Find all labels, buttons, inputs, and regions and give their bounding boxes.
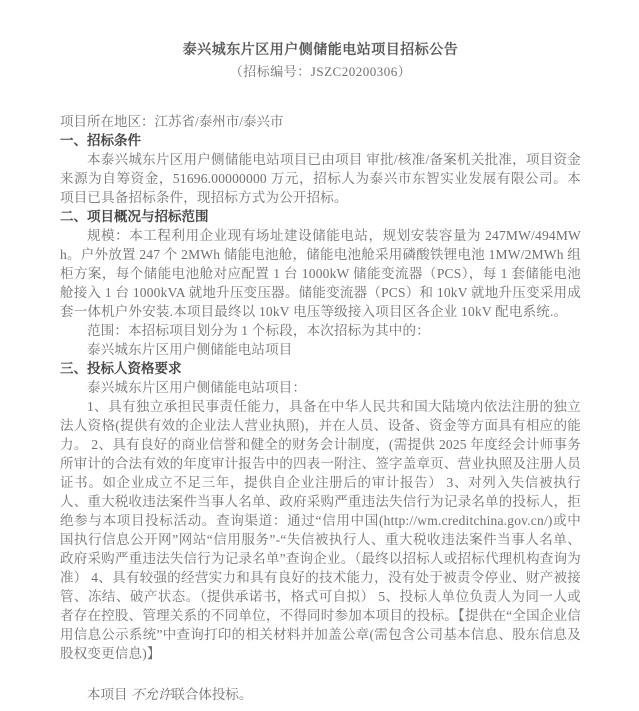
consortium-note-emphasis: 不允许 [130, 687, 172, 702]
project-location-line: 项目所在地区：江苏省/泰州市/泰兴市 [60, 114, 284, 129]
bid-number-line: （招标编号：JSZC20200306） [229, 64, 412, 79]
paragraph-bid-scope: 范围：本招标项目划分为 1 个标段，本次招标为其中的： [87, 323, 430, 338]
paragraph-project-scale: 规模：本工程利用企业现有场址建设储能电站，规划安装容量为 247MW/494MWh。户外放置 247 个 2MWh 储能电池舱，储能电池舱采用磷酸铁锂电池 1MW/2MWh 组柜方案，每个储能电池舱对应配置 1 台 1000kW 储能变流器（PCS），每 1 套储能电池舱接入 1 台 1000kVA 就地升压变压器。储能变流器（PCS）和 10kV 就地升压变采用成套一体机户外安装.本项目最终以 10kV 电压等级接入项目区各企业 10kV 配电系统.。 [60, 228, 581, 319]
consortium-note-suffix: 联合体投标。 [171, 687, 253, 702]
consortium-bid-note [60, 685, 581, 704]
document-title: 泰兴城东片区用户侧储能电站项目招标公告 [182, 43, 459, 58]
section-heading-bidding-conditions: 一、招标条件 [60, 133, 141, 148]
paragraph-qualification-project-name: 泰兴城东片区用户侧储能电站项目： [87, 380, 307, 395]
consortium-note-prefix: 本项目 [87, 687, 131, 702]
paragraph-bid-section-name: 泰兴城东片区用户侧储能电站项目 [87, 342, 293, 357]
section-heading-bidder-qualifications: 三、投标人资格要求 [60, 361, 182, 376]
section-heading-project-overview: 二、项目概况与招标范围 [60, 209, 209, 224]
paragraph-bidding-conditions: 本泰兴城东片区用户侧储能电站项目已由项目 审批/核准/备案机关批准，项目资金来源为自筹资金，51696.00000000 万元，招标人为泰兴市东智实业发展有限公司。本项目已具备招标条件，现招标方式为公开招标。 [60, 152, 581, 205]
paragraph-qualification-requirements: 1、具有独立承担民事责任能力，具备在中华人民共和国大陆境内依法注册的独立法人资格(提供有效的企业法人营业执照)，并在人员、设备、资金等方面具有相应的能力。 2、具有良好的商业信誉和健全的财务会计制度，(需提供 2025 年度经会计师事务所审计的合法有效的年度审计报告中的四表一附注、签字盖章页、营业执照及注册人员证书。如企业成立不足三年，提供自企业注册后的审计报告） 3、对列入失信被执行人、重大税收违法案件当事人名单、政府采购严重违法失信行为记录名单的投标人，拒绝参与本项目投标活动。查询渠道：通过“信用中国(http://wm.creditchina.gov.cn/)或中国执行信息公开网”网站“信用服务”-“失信被执行人、重大税收违法案件当事人名单、政府采购严重违法失信行为记录名单”查询企业。（最终以招标人或招标代理机构查询为准） 4、具有较强的经营实力和具有良好的技术能力，没有处于被责令停业、财产被接管、冻结、破产状态。（提供承诺书，格式可自拟） 5、投标人单位负责人为同一人或者存在控股、管理关系的不同单位，不得同时参加本项目的投标。【提供在“全国企业信用信息公示系统”中查询打印的相关材料并加盖公章(需包含公司基本信息、股东信息及股权变更信息)】 [60, 399, 581, 661]
